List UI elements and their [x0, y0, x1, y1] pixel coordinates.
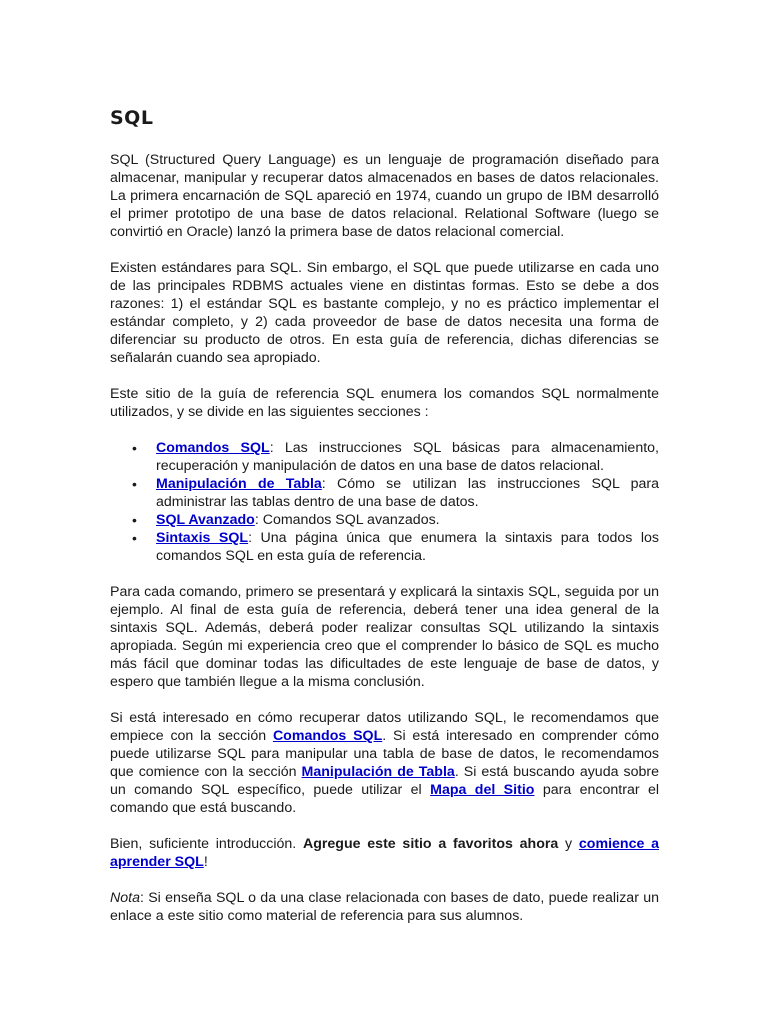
favorites-text-1: Bien, suficiente introducción. [110, 836, 303, 852]
recommendation-paragraph [110, 709, 659, 817]
note-label: Nota [110, 890, 140, 906]
link-comience-a-aprender-sql[interactable]: comience a aprender SQL [110, 836, 659, 870]
recommendation-text-1: Si está interesado en cómo recuperar datos utilizando SQL, le recomendamos que empiece con la sección [110, 710, 659, 744]
standards-paragraph: Existen estándares para SQL. Sin embargo, el SQL que puede utilizarse en cada uno de las principales RDBMS actuales viene en distintas formas. Esto se debe a dos razones: 1) el estándar SQL es bastante complejo, y no es práctico implementar el estándar completo, y 2) cada proveedor de base de datos necesita una forma de diferenciar su producto de otros. En esta guía de referencia, dichas diferencias se señalarán cuando sea apropiado. [110, 260, 659, 366]
list-item [132, 529, 659, 565]
link-comandos-sql-inline[interactable]: Comandos SQL [272, 728, 383, 744]
list-item-text: : Las instrucciones SQL básicas para almacenamiento, recuperación y manipulación de datos en una base de datos relacional. [156, 440, 659, 474]
recommendation-text-3: . Si está buscando ayuda sobre un comando SQL específico, puede utilizar el [110, 764, 659, 798]
link-manipulacion-de-tabla[interactable]: Manipulación de Tabla [156, 476, 322, 492]
favorites-bold-text: Agregue este sitio a favoritos ahora [302, 836, 559, 852]
bullet-icon: • [132, 476, 137, 492]
bullet-icon: • [132, 530, 137, 546]
link-sql-avanzado[interactable]: SQL Avanzado [156, 512, 255, 528]
list-item [132, 511, 659, 529]
favorites-text-3: ! [203, 854, 208, 870]
link-sintaxis-sql[interactable]: Sintaxis SQL [156, 530, 249, 546]
link-comandos-sql[interactable]: Comandos SQL [156, 440, 270, 456]
note-paragraph [110, 889, 659, 925]
list-item-text: : Una página única que enumera la sintaxis para todos los comandos SQL en esta guía de referencia. [156, 530, 659, 564]
list-item [132, 475, 659, 511]
page-title: SQL [110, 107, 154, 129]
sections-list [110, 439, 659, 565]
bullet-icon: • [132, 512, 137, 528]
favorites-paragraph [110, 835, 659, 871]
recommendation-text-2: . Si está interesado en comprender cómo puede utilizarse SQL para manipular una tabla de base de datos, le recomendamos que comience con la sección [110, 728, 659, 780]
list-item-text: : Cómo se utilizan las instrucciones SQL para administrar las tablas dentro de una base de datos. [156, 476, 659, 510]
recommendation-text-4: para encontrar el comando que está buscando. [110, 782, 660, 816]
bullet-icon: • [132, 440, 137, 456]
note-text: : Si enseña SQL o da una clase relacionada con bases de dato, puede realizar un enlace a este sitio como material de referencia para sus alumnos. [110, 890, 659, 924]
document-page [110, 106, 659, 943]
link-manipulacion-de-tabla-inline[interactable]: Manipulación de Tabla [301, 764, 455, 780]
favorites-text-2: y [558, 836, 579, 852]
sections-intro-paragraph: Este sitio de la guía de referencia SQL enumera los comandos SQL normalmente utilizados, y se divide en las siguientes secciones : [110, 386, 659, 420]
approach-paragraph: Para cada comando, primero se presentará y explicará la sintaxis SQL, seguida por un ejemplo. Al final de esta guía de referencia, deberá tener una idea general de la sintaxis SQL. Además, deberá poder realizar consultas SQL utilizando la sintaxis apropiada. Según mi experiencia creo que el comprender lo básico de SQL es mucho más fácil que dominar todas las dificultades de este lenguaje de base de datos, y espero que también llegue a la misma conclusión. [110, 584, 659, 690]
intro-paragraph: SQL (Structured Query Language) es un lenguaje de programación diseñado para almacenar, manipular y recuperar datos almacenados en bases de datos relacionales. La primera encarnación de SQL apareció en 1974, cuando un grupo de IBM desarrolló el primer prototipo de una base de datos relacional. Relational Software (luego se convirtió en Oracle) lanzó la primera base de datos relacional comercial. [110, 152, 659, 240]
list-item [132, 439, 659, 475]
list-item-text: : Comandos SQL avanzados. [254, 512, 440, 528]
link-mapa-del-sitio[interactable]: Mapa del Sitio [430, 782, 535, 798]
